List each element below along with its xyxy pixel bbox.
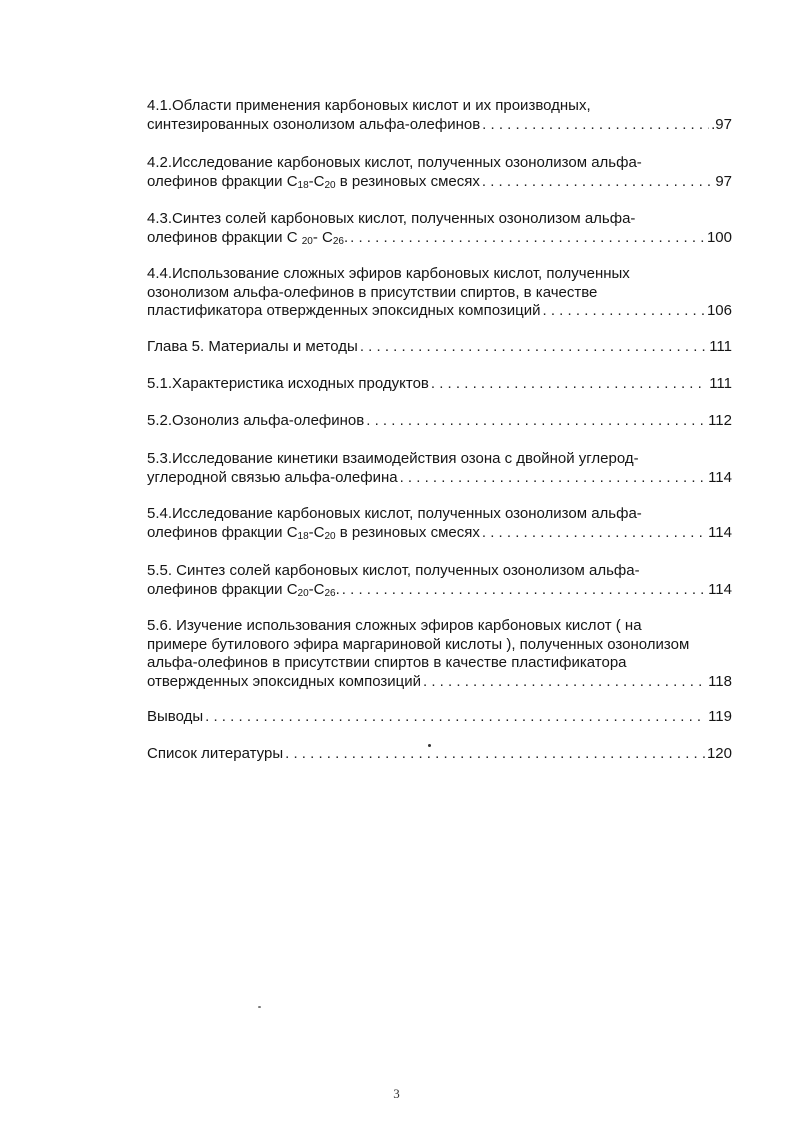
toc-entry-title: 5.2.Озонолиз альфа-олефинов — [147, 412, 365, 429]
dot-leader — [482, 173, 713, 192]
toc-entry-conclusions — [147, 708, 732, 727]
toc-entry-text: 5.5. Синтез солей карбоновых кислот, полученных озонолизом альфа- — [147, 562, 640, 579]
toc-entry-text: 5.3.Исследование кинетики взаимодействия озона с двойной углерод- — [147, 450, 639, 467]
toc-page-number: 106 — [706, 302, 732, 320]
toc-page-number: 114 — [708, 468, 732, 486]
scan-speck — [428, 744, 431, 747]
toc-page-number: 114 — [708, 580, 732, 598]
toc-entry-text: 5.6. Изучение использования сложных эфиров карбоновых кислот ( на — [147, 617, 642, 634]
toc-page-number: 114 — [708, 523, 732, 541]
toc-page-number: 97 — [715, 172, 732, 190]
toc-entry-title-end: пластификатора отвержденных эпоксидных композиций — [147, 302, 541, 320]
dot-leader — [482, 116, 709, 135]
toc-entry-line — [147, 673, 732, 692]
toc-entry-title-end: олефинов фракции С $_{20}$- $С_{26}$. — [147, 228, 349, 247]
toc-entry-text: 4.1.Области применения карбоновых кислот и их производных, — [147, 97, 591, 114]
toc-entry-line — [147, 116, 732, 135]
toc-entry-4-1 — [147, 97, 732, 134]
toc-entry-text: 4.4.Использование сложных эфиров карбоновых кислот, полученных — [147, 265, 630, 282]
toc-entry-line — [147, 469, 732, 488]
dot-leader — [366, 412, 706, 431]
toc-entry-line — [147, 581, 732, 600]
toc-page-number: .97 — [711, 115, 732, 133]
toc-entry-text: альфа-олефинов в присутствии спиртов в качестве пластификатора — [147, 654, 627, 672]
toc-page-number: 112 — [708, 412, 732, 429]
toc-entry-5-1 — [147, 375, 732, 394]
toc-entry-line — [147, 708, 732, 727]
toc-entry-5-5 — [147, 562, 732, 599]
toc-page-number: 118 — [708, 672, 732, 690]
toc-page-number: 100 — [706, 228, 732, 246]
toc-entry-line — [147, 375, 732, 394]
toc-entry-title-end: олефинов фракции $С_{18}-С_{20}$ в резиновых смесях — [147, 172, 480, 191]
dot-leader — [350, 229, 705, 248]
dot-leader — [423, 673, 706, 692]
toc-entry-line — [147, 745, 732, 764]
toc-entry-title: Список литературы — [147, 745, 284, 762]
toc-entry-title: 5.1.Характеристика исходных продуктов — [147, 375, 429, 392]
toc-entry-4-3 — [147, 210, 732, 247]
toc-entry-line — [147, 412, 732, 431]
toc-entry-text: примере бутилового эфира маргариновой кислоты ), полученных озонолизом — [147, 635, 690, 653]
toc-entry-5-4 — [147, 505, 732, 542]
toc-entry-title: Глава 5. Материалы и методы — [147, 338, 358, 355]
toc-entry-text: озонолизом альфа-олефинов в присутствии спиртов, в качестве — [147, 283, 598, 301]
dot-leader — [360, 338, 707, 357]
toc-entry-line — [147, 338, 732, 357]
toc-entry-title-end: олефинов фракции $С_{20}-С_{26}$. — [147, 580, 340, 599]
dot-leader — [205, 708, 706, 727]
dot-leader — [431, 375, 707, 394]
toc-page-number: 111 — [709, 338, 732, 355]
toc-entry-5-6 — [147, 617, 732, 691]
toc-entry-references — [147, 745, 732, 764]
dot-leader — [342, 581, 706, 600]
toc-entry-4-4 — [147, 265, 732, 321]
toc-page-number: 119 — [708, 708, 732, 725]
dot-leader — [285, 745, 705, 764]
dot-leader — [543, 302, 705, 321]
toc-entry-5-3 — [147, 450, 732, 487]
page-number: 3 — [393, 1086, 400, 1101]
toc-entry-4-2 — [147, 154, 732, 191]
scan-speck — [258, 1006, 261, 1008]
toc-entry-title: Выводы — [147, 708, 204, 725]
toc-entry-title-end: углеродной связью альфа-олефина — [147, 468, 398, 486]
toc-entry-title-end: синтезированных озонолизом альфа-олефинов — [147, 115, 481, 133]
toc-entry-line — [147, 302, 732, 321]
toc-entry-chapter-5 — [147, 338, 732, 357]
toc-page-number: 120 — [706, 745, 732, 762]
toc-entry-text: 4.3.Синтез солей карбоновых кислот, полученных озонолизом альфа- — [147, 210, 636, 227]
toc-entry-5-2 — [147, 412, 732, 431]
toc-entry-text: 5.4.Исследование карбоновых кислот, полученных озонолизом альфа- — [147, 505, 642, 522]
dot-leader — [482, 524, 706, 543]
toc-entry-line — [147, 173, 732, 192]
toc-entry-line — [147, 524, 732, 543]
toc-entry-title-end: олефинов фракции $С_{18}-С_{20}$ в резиновых смесях — [147, 523, 480, 542]
toc-entry-line — [147, 229, 732, 248]
toc-entry-title-end: отвержденных эпоксидных композиций — [147, 672, 422, 690]
toc-entry-text: 4.2.Исследование карбоновых кислот, полученных озонолизом альфа- — [147, 154, 642, 171]
toc-page-number: 111 — [709, 375, 732, 392]
dot-leader — [400, 469, 706, 488]
